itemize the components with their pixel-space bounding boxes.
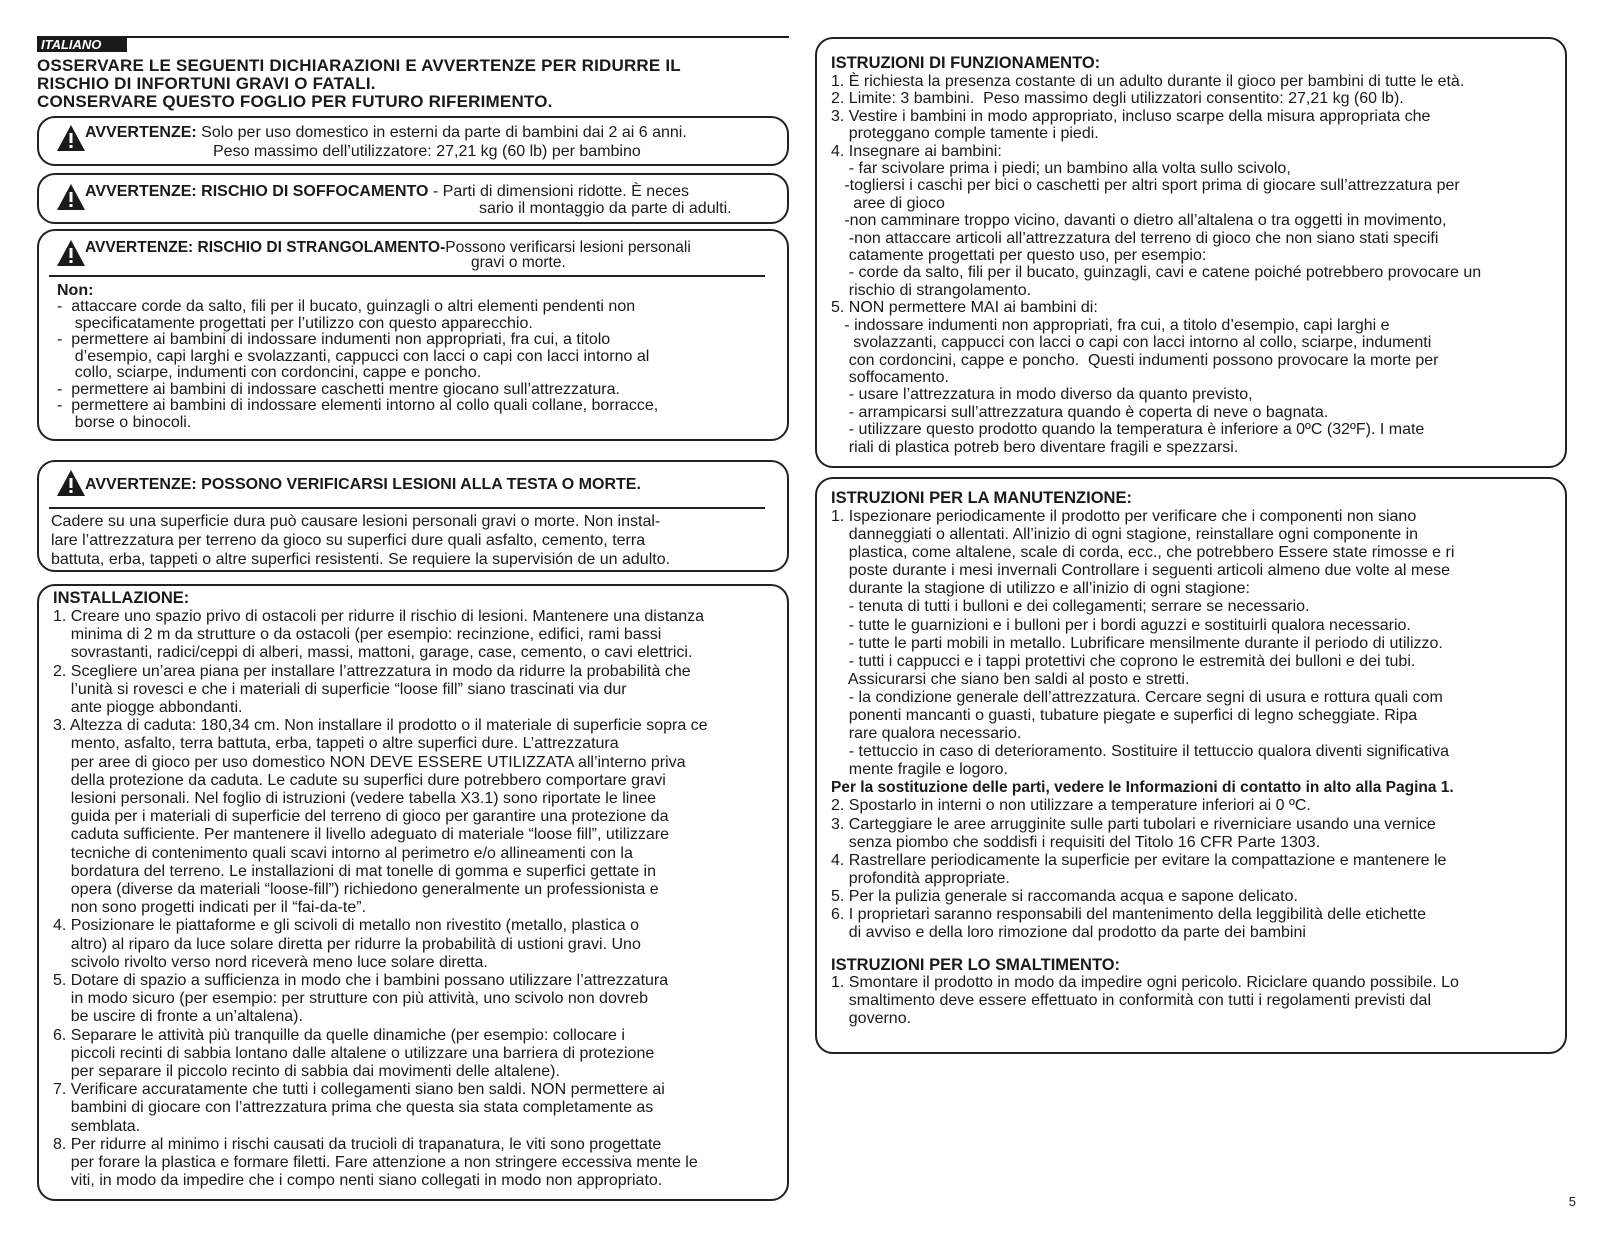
maintenance-line: poste durante i mesi invernali Controllare i seguenti articoli almeno due volte al mese (831, 562, 1450, 580)
installation-line: viti, in modo da impedire che i compo nenti siano collegati in modo non appropriato. (53, 1172, 663, 1190)
warning-3-list-line: specificatamente progettati per l’utilizzo con questo apparecchio. (57, 314, 533, 332)
disposal-list (831, 974, 1459, 1028)
installation-line: sovrastanti, radici/ceppi di alberi, massi, mattoni, garage, case, cemento, o cavi elettrici. (53, 644, 693, 662)
operating-instruction-line: 4. Insegnare ai bambini: (831, 142, 1002, 160)
installation-line: minima di 2 m da strutture o da ostacoli (per esempio: recinzione, edifici, rami bassi (53, 626, 662, 644)
operating-instruction-line: aree di gioco (831, 194, 945, 212)
installation-line: mento, asfalto, terra battuta, erba, tappeti o altre superfici dure. L’attrezzatura (53, 735, 619, 753)
warning-3-list-line: - permettere ai bambini di indossare elementi intorno al collo quali collane, borracce, (57, 397, 659, 414)
warning-1-text-2: Peso massimo dell’utilizzatore: 27,21 kg (60 lb) per bambino (213, 143, 641, 160)
maintenance-line: - tutte le parti mobili in metallo. Lubrificare mensilmente durante il periodo di utilizzo. (831, 634, 1443, 652)
installation-line: 7. Verificare accuratamente che tutti i collegamenti siano ben saldi. NON permettere ai (53, 1081, 665, 1099)
warning-box-choking (37, 173, 789, 224)
warning-4-text-line: Cadere su una superficie dura può causare lesioni personali gravi o morte. Non instal- (51, 513, 661, 530)
maintenance-line: - tenuta di tutti i bulloni e dei collegamenti; serrare se necessario. (831, 598, 1310, 616)
operating-instruction-line: - usare l’attrezzatura in modo diverso da quanto previsto, (831, 386, 1253, 404)
warning-3-text-1: Possono verificarsi lesioni personali (445, 239, 691, 256)
warning-4-text-line: lare l’attrezzatura per terreno da gioco su superfici dure quali asfalto, cemento, terra (51, 532, 646, 549)
warning-2-text-1: - Parti di dimensioni ridotte. È neces (432, 183, 689, 200)
operating-instruction-line: soffocamento. (831, 368, 949, 386)
operating-instruction-line: - utilizzare questo prodotto quando la temperatura è inferiore a 0ºC (32ºF). I mate (831, 421, 1425, 439)
installation-line: 2. Scegliere un’area piana per installare l’attrezzatura in modo da ridurre la probabilità che (53, 662, 691, 680)
installation-line: 3. Altezza di caduta: 180,34 cm. Non installare il prodotto o il materiale di superficie sopra ce (53, 717, 708, 735)
maintenance-line: senza piombo che soddisfi i requisiti del Titolo 16 CFR Parte 1303. (831, 833, 1321, 851)
maintenance-line: 1. Ispezionare periodicamente il prodotto per verificare che i componenti non siano (831, 508, 1417, 525)
operating-instructions-section (815, 37, 1567, 468)
warning-triangle-icon (56, 183, 86, 211)
operating-instruction-line: 1. È richiesta la presenza costante di un adulto durante il gioco per bambini di tutte le età. (831, 73, 1465, 90)
installation-line: ante piogge abbondanti. (53, 699, 243, 717)
warning-4-text-line: battuta, erba, tappeti o altre superfici resistenti. Se requiere la supervisión de un adulto. (51, 551, 671, 568)
parts-replacement-note: Per la sostituzione delle parti, vedere le Informazioni di contatto in alto alla Pagina 1. (831, 779, 1454, 797)
installation-line: lesioni personali. Nel foglio di istruzioni (vedere tabella X3.1) sono riportate le linee (53, 790, 656, 808)
warning-triangle-icon (56, 469, 86, 497)
installation-line: be uscire di fronte a un’altalena). (53, 1008, 303, 1026)
header-line-2: RISCHIO DI INFORTUNI GRAVI O FATALI. (37, 74, 376, 93)
page-number: 5 (1568, 1194, 1576, 1209)
warning-3-list (57, 299, 658, 431)
installation-line: semblata. (53, 1117, 141, 1135)
maintenance-line: 4. Rastrellare periodicamente la superficie per evitare la compattazione e mantenere le (831, 851, 1447, 869)
maintenance-line: 6. I proprietari saranno responsabili del mantenimento della leggibilità delle etichette (831, 905, 1427, 923)
warning-3-list-line: - attaccare corde da salto, fili per il bucato, guinzagli o altri elementi pendenti non (57, 298, 636, 315)
warning-4-title: AVVERTENZE: POSSONO VERIFICARSI LESIONI ALLA TESTA O MORTE. (85, 476, 641, 493)
installation-line: non sono progetti indicati per il “fai-da-te”. (53, 899, 367, 917)
warning-triangle-icon (56, 239, 86, 267)
installation-line: della protezione da caduta. Le cadute su superfici dure potrebbero comportare gravi (53, 771, 666, 789)
maintenance-line: - tettuccio in caso di deterioramento. Sostituire il tettuccio qualora diventi significativa (831, 743, 1450, 761)
installation-line: opera (diverse da materiali “loose-fill”) richiedono generalmente un professionista e (53, 881, 659, 899)
maintenance-line: - tutti i cappucci e i tappi protettivi che coprono le estremità dei bulloni e dei tubi. (831, 652, 1416, 670)
operating-instruction-line: - arrampicarsi sull’attrezzatura quando è coperta di neve o bagnata. (831, 403, 1329, 421)
maintenance-line: di avviso e della loro rimozione dal prodotto da parte dei bambini (831, 924, 1306, 942)
operating-instruction-line: -non attaccare articoli all’attrezzatura del terreno di gioco che non siano stati specifi (831, 229, 1439, 247)
installation-line: per forare la plastica e formare filetti. Fare attenzione a non stringere eccessiva mente le (53, 1154, 698, 1172)
maintenance-line: plastica, come altalene, scale di corda, ecc., che potrebbero Essere state rimosse e ri (831, 544, 1455, 562)
header-line-1: OSSERVARE LE SEGUENTI DICHIARAZIONI E AVVERTENZE PER RIDURRE IL (37, 56, 681, 75)
warning-4-divider (49, 507, 765, 509)
installation-line: in modo sicuro (per esempio: per strutture con più attività, uno scivolo non dovreb (53, 990, 648, 1008)
installation-line: 1. Creare uno spazio privo di ostacoli per ridurre il rischio di lesioni. Mantenere una distanza (53, 608, 704, 625)
language-tab: ITALIANO (37, 37, 127, 52)
disposal-line: smaltimento deve essere effettuato in conformità con tutti i regolamenti previsti dal (831, 992, 1431, 1010)
operating-instruction-line: con cordoncini, cappe e poncho. Questi indumenti possono provocare la morte per (831, 351, 1439, 369)
installation-line: caduta sufficiente. Per mantenere il livello adeguato di materiale “loose fill”, utilizzare (53, 826, 670, 844)
warning-3-list-line: borse o binocoli. (57, 413, 192, 431)
header-line-3: CONSERVARE QUESTO FOGLIO PER FUTURO RIFERIMENTO. (37, 92, 553, 111)
installation-line: 6. Separare le attività più tranquille da quelle dinamiche (per esempio: collocare i (53, 1026, 625, 1044)
warning-2-title: AVVERTENZE: RISCHIO DI SOFFOCAMENTO (85, 183, 429, 200)
operating-instruction-line: svolazzanti, cappucci con lacci o capi con lacci intorno al collo, sciarpe, indumenti (831, 334, 1432, 352)
warning-3-list-line: - permettere ai bambini di indossare caschetti mentre giocano sull’attrezzatura. (57, 380, 620, 398)
operating-instruction-line: - corde da salto, fili per il bucato, guinzagli, cavi e catene poiché potrebbero provocare un (831, 264, 1482, 282)
maintenance-list-2 (831, 797, 1459, 942)
warning-2-text-2: sario il montaggio da parte di adulti. (479, 200, 732, 217)
warning-box-domestic-use (37, 116, 789, 166)
installation-line: 4. Posizionare le piattaforme e gli scivoli di metallo non rivestito (metallo, plastica o (53, 917, 640, 935)
installation-line: 5. Dotare di spazio a sufficienza in modo che i bambini possano utilizzare l’attrezzatura (53, 972, 669, 990)
operating-instruction-line: 3. Vestire i bambini in modo appropriato, incluso scarpe della misura appropriata che (831, 107, 1431, 125)
maintenance-line: 3. Carteggiare le aree arrugginite sulle parti tubolari e riverniciare usando una vernice (831, 815, 1436, 833)
maintenance-line: ponenti mancanti o guasti, tubature piegate e superfici di legno scheggiate. Ripa (831, 707, 1418, 725)
maintenance-line: durante la stagione di utilizzo e all’inizio di ogni stagione: (831, 580, 1250, 598)
disposal-title: ISTRUZIONI PER LO SMALTIMENTO: (831, 956, 1121, 975)
installation-line: scivolo rivolto verso nord riceverà meno luce solare diretta. (53, 953, 488, 971)
operating-instruction-line: - far scivolare prima i piedi; un bambino alla volta sullo scivolo, (831, 160, 1291, 178)
installation-list (53, 608, 708, 1191)
installation-line: piccoli recinti di sabbia lontano dalle altalene o utilizzare una barriera di protezione (53, 1044, 655, 1062)
maintenance-line: mente fragile e logoro. (831, 761, 1008, 779)
disposal-line: governo. (831, 1010, 912, 1028)
maintenance-line: - tutte le guarnizioni e i bulloni per i bordi aguzzi e sostituirli qualora necessario. (831, 616, 1411, 634)
maintenance-title: ISTRUZIONI PER LA MANUTENZIONE: (831, 489, 1132, 507)
operating-instruction-line: 5. NON permettere MAI ai bambini di: (831, 299, 1098, 317)
warning-1-text-1: Solo per uso domestico in esterni da parte di bambini dai 2 ai 6 anni. (201, 124, 687, 141)
header-warning-block (37, 57, 789, 111)
warning-1-title: AVVERTENZE: (85, 124, 197, 141)
maintenance-list (831, 508, 1459, 779)
installation-line: bordatura del terreno. Le installazioni di mat tonelle di gomma e superfici gettate in (53, 862, 656, 880)
maintenance-line: Assicurarsi che siano ben saldi al posto e stretti. (831, 670, 1190, 688)
warning-3-list-line: d’esempio, capi larghi e svolazzanti, cappucci con lacci o capi con lacci intorno al (57, 347, 650, 365)
warning-triangle-icon (56, 124, 86, 152)
installation-line: guida per i materiali di superficie del terreno di gioco per garantire una protezione da (53, 808, 669, 826)
installation-line: per aree di gioco per uso domestico NON DEVE ESSERE UTILIZZATA all’interno priva (53, 753, 686, 771)
installation-line: 8. Per ridurre al minimo i rischi causati da trucioli di trapanatura, le viti sono progettate (53, 1135, 662, 1153)
operating-instruction-line: 2. Limite: 3 bambini. Peso massimo degli utilizzatori consentito: 27,21 kg (60 lb). (831, 90, 1404, 108)
operating-instruction-line: -non camminare troppo vicino, davanti o dietro all’altalena o tra oggetti in movimento, (831, 212, 1447, 230)
non-label: Non: (57, 282, 94, 299)
warning-3-list-line: - permettere ai bambini di indossare indumenti non appropriati, fra cui, a titolo (57, 331, 611, 348)
warning-3-list-line: collo, sciarpe, indumenti con cordoncini, cappe e poncho. (57, 364, 482, 381)
operating-instruction-line: proteggano comple tamente i piedi. (831, 125, 1099, 143)
maintenance-line: rare qualora necessario. (831, 725, 1022, 743)
operating-instruction-line: catamente progettati per questo uso, per esempio: (831, 247, 1207, 265)
maintenance-line: 5. Per la pulizia generale si raccomanda acqua e sapone delicato. (831, 887, 1298, 905)
installation-line: tecniche di contenimento quali scavi intorno al perimetro e/o allineamenti con la (53, 844, 633, 862)
disposal-line: 1. Smontare il prodotto in modo da impedire ogni pericolo. Riciclare quando possibile. Lo (831, 974, 1459, 992)
warning-3-title: AVVERTENZE: RISCHIO DI STRANGOLAMENTO- (85, 239, 446, 256)
installation-title: INSTALLAZIONE: (53, 589, 190, 607)
installation-line: l’unità si rovesci e che i materiali di superficie “loose fill” siano trascinati via dur (53, 680, 627, 698)
warning-box-strangulation (37, 229, 789, 441)
maintenance-section (815, 477, 1567, 1054)
operating-instruction-line: - indossare indumenti non appropriati, fra cui, a titolo d’esempio, capi larghi e (831, 316, 1390, 334)
installation-line: altro) al riparo da luce solare diretta per ridurre la probabilità di ustioni gravi. Uno (53, 935, 641, 953)
operating-instructions-title: ISTRUZIONI DI FUNZIONAMENTO: (831, 54, 1101, 72)
maintenance-line: danneggiati o allentati. All’inizio di ogni stagione, reinstallare ogni componente in (831, 526, 1419, 544)
maintenance-line: profondità appropriate. (831, 869, 1010, 887)
operating-instruction-line: riali di plastica potreb bero diventare fragili e spezzarsi. (831, 438, 1239, 456)
operating-instruction-line: -togliersi i caschi per bici o caschetti per altri sport prima di giocare sull’attrezzatura per (831, 177, 1460, 195)
installation-line: per separare il piccolo recinto di sabbia dai movimenti delle altalene). (53, 1063, 560, 1081)
installation-line: bambini di giocare con l’attrezzatura prima che questa sia stata completamente as (53, 1099, 654, 1117)
warning-3-text-2: gravi o morte. (471, 254, 566, 271)
warning-3-divider (49, 275, 765, 277)
installation-section (37, 584, 789, 1201)
maintenance-line: 2. Spostarlo in interni o non utilizzare a temperature inferiori ai 0 ºC. (831, 797, 1311, 815)
operating-instruction-line: rischio di strangolamento. (831, 281, 1032, 299)
top-rule (37, 36, 789, 38)
operating-instructions-list (831, 73, 1481, 456)
maintenance-line: - la condizione generale dell’attrezzatura. Cercare segni di usura e rottura quali com (831, 688, 1443, 706)
warning-box-head-injury (37, 460, 789, 572)
warning-4-text (51, 512, 670, 569)
